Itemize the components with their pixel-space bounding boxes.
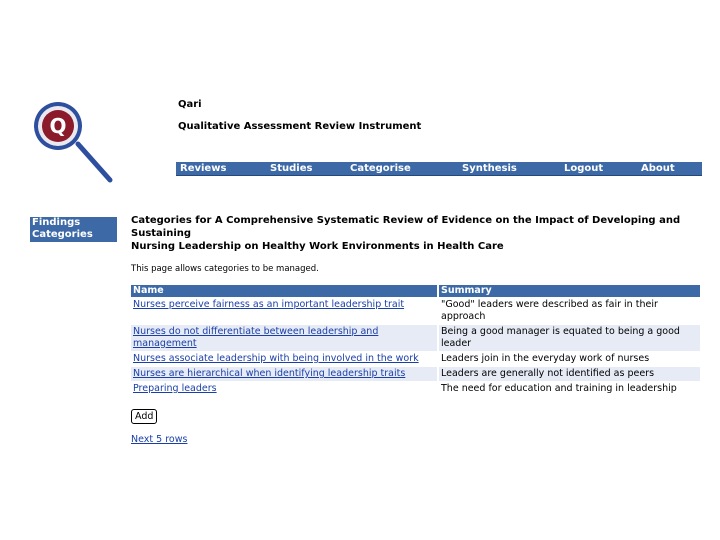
category-name-cell (131, 298, 438, 325)
app-name: Qari (178, 99, 202, 110)
nav-categorise[interactable]: Categorise (350, 163, 411, 174)
table-row (131, 367, 701, 382)
table-row (131, 298, 701, 325)
table-header-row (131, 285, 701, 298)
category-name-link[interactable]: Nurses perceive fairness as an important leadership trait (133, 299, 405, 310)
side-navigation (30, 217, 117, 242)
category-summary-cell: Leaders join in the everyday work of nurses (438, 352, 701, 367)
nav-about[interactable]: About (641, 163, 675, 174)
table-row (131, 382, 701, 397)
table-row (131, 325, 701, 352)
sidebar-item-findings[interactable]: Findings (32, 217, 81, 228)
add-button[interactable]: Add (131, 409, 157, 424)
logo-letter: Q (49, 114, 67, 138)
category-summary-cell: The need for education and training in leadership (438, 382, 701, 397)
category-name-cell (131, 325, 438, 352)
categories-table (131, 285, 702, 396)
category-name-link[interactable]: Nurses associate leadership with being involved in the work (133, 353, 419, 364)
category-summary-cell: Leaders are generally not identified as peers (438, 367, 701, 382)
category-name-cell (131, 382, 438, 397)
next-rows-link[interactable]: Next 5 rows (131, 434, 188, 445)
category-name-link[interactable]: Preparing leaders (133, 383, 217, 394)
sidebar-item-categories[interactable]: Categories (32, 229, 93, 240)
nav-reviews[interactable]: Reviews (180, 163, 227, 174)
top-navigation (176, 162, 702, 176)
page-title-line-1: Categories for A Comprehensive Systematic Review of Evidence on the Impact of Developing and Sustaining (131, 215, 681, 239)
category-summary-cell: Being a good manager is equated to being a good leader (438, 325, 701, 352)
category-name-link[interactable]: Nurses do not differentiate between leadership and management (133, 326, 379, 349)
main-content (131, 214, 706, 445)
nav-studies[interactable]: Studies (270, 163, 313, 174)
category-name-link[interactable]: Nurses are hierarchical when identifying leadership traits (133, 368, 406, 379)
page-title (131, 214, 706, 253)
column-header-name: Name (131, 285, 438, 298)
category-summary-cell: "Good" leaders were described as fair in their approach (438, 298, 701, 325)
category-name-cell (131, 367, 438, 382)
category-name-cell (131, 352, 438, 367)
nav-logout[interactable]: Logout (564, 163, 604, 174)
app-full-name: Qualitative Assessment Review Instrument (178, 121, 422, 132)
qari-logo-magnifier-icon (26, 100, 118, 184)
table-row (131, 352, 701, 367)
page-description: This page allows categories to be managed. (131, 264, 319, 274)
page-title-line-2: Nursing Leadership on Healthy Work Environments in Health Care (131, 241, 504, 252)
column-header-summary: Summary (438, 285, 701, 298)
nav-synthesis[interactable]: Synthesis (462, 163, 517, 174)
